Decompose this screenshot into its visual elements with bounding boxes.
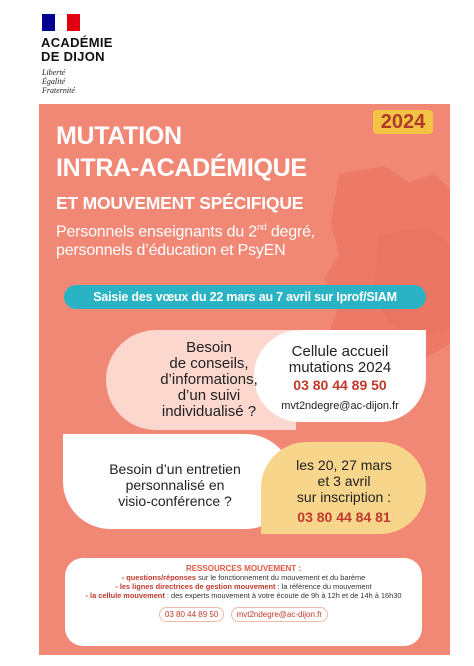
answer-1-phone[interactable]: 03 80 44 89 50	[293, 377, 387, 393]
resources-line-faq	[65, 573, 422, 582]
motto-fraternite: Fraternité	[42, 86, 75, 95]
question-1-line: de conseils,	[169, 355, 249, 372]
resources-guidelines-link[interactable]: - les lignes directrices de gestion mouvement	[115, 582, 276, 591]
answer-1-line2: mutations 2024	[288, 359, 392, 376]
question-2-line: visio-conférence ?	[118, 493, 232, 509]
subtitle-part1: Personnels enseignants du 2	[56, 223, 257, 241]
question-1-line: individualisé ?	[161, 403, 257, 420]
answer-2-phone[interactable]: 03 80 44 84 81	[297, 509, 391, 525]
question-2-line: personnalisé en	[125, 477, 225, 493]
subtitle-line2: personnels d’éducation et PsyEN	[56, 242, 286, 260]
subtitle	[56, 218, 315, 260]
year-badge: 2024	[373, 110, 433, 134]
academy-name-line1: ACADÉMIE	[41, 35, 113, 50]
answer-1-line1: Cellule accueil	[291, 343, 389, 360]
question-2-line: Besoin d’un entretien	[109, 461, 241, 477]
motto-egalite: Égalité	[42, 77, 66, 86]
resources-line-guidelines	[65, 582, 422, 591]
marianne-flag-logo	[42, 14, 80, 31]
subtitle-sup: nd	[256, 222, 267, 232]
answer-2-text	[264, 457, 424, 525]
answer-1-email[interactable]: mvt2ndegre@ac-dijon.fr	[281, 400, 399, 412]
resources-phone[interactable]: 03 80 44 89 50	[159, 607, 224, 622]
resources-contact	[157, 607, 330, 622]
answer-1-text	[254, 344, 426, 412]
resources-faq-link[interactable]: - questions/réponses	[121, 573, 197, 582]
resources-line-cell	[65, 591, 422, 600]
question-2-text	[75, 461, 275, 509]
resources-cell-link[interactable]: - la cellule mouvement	[85, 591, 165, 600]
answer-2-line: les 20, 27 mars	[296, 457, 392, 473]
resources-guidelines-desc: : la référence du mouvement	[275, 582, 372, 591]
academy-name-line2: DE DIJON	[41, 49, 105, 64]
academy-name	[41, 36, 113, 64]
resources-title: RESSOURCES MOUVEMENT :	[185, 564, 302, 573]
republic-motto	[42, 68, 75, 95]
motto-liberte: Liberté	[42, 68, 66, 77]
resources-cell-desc: : des experts mouvement à votre écoute de 9h à 12h et de 14h à 16h30	[164, 591, 402, 600]
answer-2-line: sur inscription :	[296, 489, 392, 505]
dates-pill: Saisie des vœux du 22 mars au 7 avril sur Iprof/SIAM	[64, 285, 426, 309]
question-1-line: d’informations,	[160, 371, 258, 388]
question-1-line: Besoin	[186, 339, 232, 356]
poster	[39, 104, 450, 655]
resources-faq-desc: sur le fonctionnement du mouvement et du barème	[196, 573, 366, 582]
subtitle-part2: degré,	[266, 223, 316, 241]
title-line1: MUTATION	[56, 122, 182, 150]
secondary-title: ET MOUVEMENT SPÉCIFIQUE	[56, 193, 304, 213]
title-line2: INTRA-ACADÉMIQUE	[56, 154, 307, 182]
resources-email[interactable]: mvt2ndegre@ac-dijon.fr	[231, 607, 329, 622]
question-1-line: d’un suivi	[177, 387, 241, 404]
resources-box	[65, 558, 422, 646]
main-title	[56, 120, 307, 184]
answer-2-line: et 3 avril	[317, 473, 371, 489]
header	[0, 0, 474, 108]
